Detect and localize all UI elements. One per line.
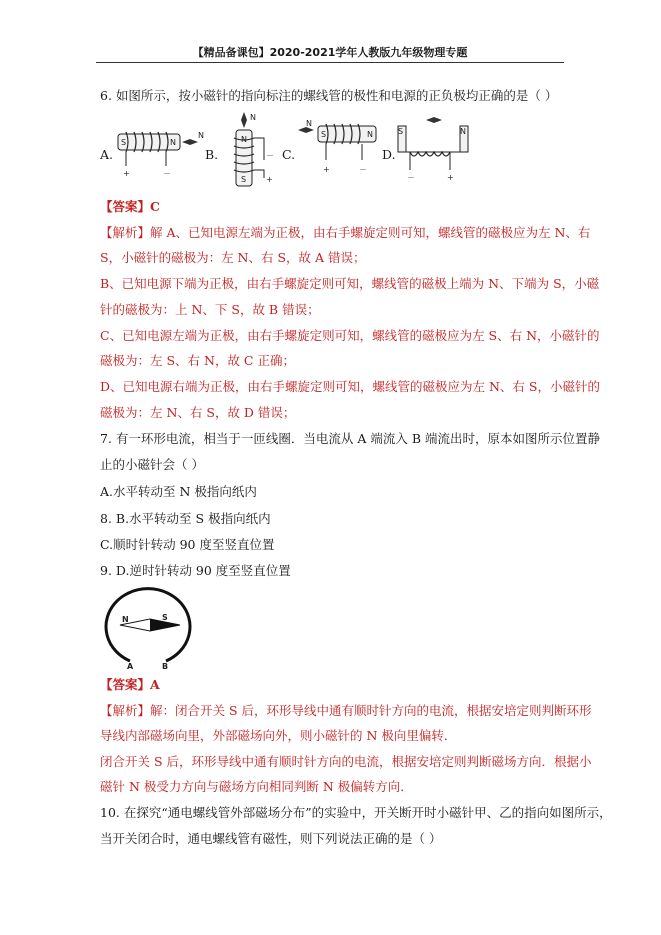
q7-needle-n: N [122,615,129,624]
q6b-plus: + [266,175,273,184]
q10-stem-line-2: 当开关闭合时，通电螺线管有磁性，则下列说法正确的是（ ） [100,831,442,846]
q6a-minus: － [163,169,171,178]
q7-figure-ring-current [100,583,200,669]
q7-answer: 【答案】A [100,677,160,692]
page-header: 【精品备课包】2020-2021学年人教版九年级物理专题 [192,46,468,59]
q6c-pole-left: S [321,130,327,139]
q6d-pole-right: N [460,127,466,136]
q6a-pole-right: N [170,138,176,147]
q7-end-b: B [162,662,169,671]
q6a-plus: + [123,169,130,178]
q7-option-d: 9. D.逆时针转动 90 度至竖直位置 [100,563,291,578]
q7-analysis-line-3: 闭合开关 S 后，环形导线中通有顺时针方向的电流，根据安培定则判断磁场方向．根据小 [100,754,592,769]
q6c-pole-right: N [367,130,373,139]
q6-analysis-line-7: D、已知电源右端为正极，由右手螺旋定则可知，螺线管的磁极应为左 N、右 S，小磁针的 [100,379,600,394]
q7-end-a: A [127,662,134,671]
q6-analysis-line-4: 针的磁极为：上 N、下 S，故 B 错误； [100,302,320,317]
q6c-needle-n: N [306,119,312,128]
q7-needle-s: S [162,613,168,622]
q6d-pole-left: S [398,127,404,136]
q7-stem-line-1: 7. 有一环形电流，相当于一匝线圈．当电流从 A 端流入 B 端流出时，原本如图所示位置静 [100,431,601,446]
q6-figure-d [396,112,476,184]
q6d-plus: + [447,173,454,182]
q6-analysis-line-6: 磁极为：左 S、右 N，故 C 正确； [100,353,295,368]
q7-analysis-line-2: 导线内部磁场向里，外部磁场向外，则小磁针的 N 极向里偏转． [100,728,457,743]
q6b-pole-bottom: S [241,175,247,184]
q6-figure-b [220,110,280,190]
q7-analysis-line-1: 【解析】解：闭合开关 S 后，环形导线中通有顺时针方向的电流，根据安培定则判断环形 [100,703,592,718]
q6-analysis-line-2: S，小磁针的磁极为：左 N、右 S，故 A 错误； [100,250,366,265]
q6b-needle-n: N [250,113,256,122]
q6-option-a-label: A. [100,147,114,162]
header-rule [96,62,564,63]
q6a-pole-left: S [121,138,127,147]
q6-option-d-label: D. [382,147,396,162]
q6-analysis-line-8: 磁极为：左 N、右 S，故 D 错误； [100,405,296,420]
q6-figure-a [112,120,208,180]
q6a-needle-n: N [198,131,204,140]
q6c-minus: － [359,165,367,174]
q6b-pole-top: N [241,135,247,144]
q6-stem: 6. 如图所示，按小磁针的指向标注的螺线管的极性和电源的正负极均正确的是（ ） [100,88,558,103]
q7-analysis-line-4: 磁针 N 极受力方向与磁场方向相同判断 N 极偏转方向． [100,779,413,794]
q6-analysis-line-5: C、已知电源左端为正极，由右手螺旋定则可知，螺线管的磁极应为左 S、右 N，小磁针的 [100,328,600,343]
q6-option-b-label: B. [205,147,219,162]
q6-answer: 【答案】C [100,199,160,214]
q7-option-a: A.水平转动至 N 极指向纸内 [100,484,257,499]
q10-stem-line-1: 10. 在探究“通电螺线管外部磁场分布”的实验中，开关断开时小磁针甲、乙的指向如图所示， [100,805,612,820]
q6c-plus: + [323,165,330,174]
q6-option-c-label: C. [282,147,296,162]
q6d-minus: － [407,173,415,182]
q6b-minus: － [266,151,274,160]
q6-analysis-line-1: 【解析】解 A、已知电源左端为正极，由右手螺旋定则可知，螺线管的磁极应为左 N、右 [100,225,591,240]
q6-analysis-line-3: B、已知电源下端为正极，由右手螺旋定则可知，螺线管的磁极上端为 N、下端为 S，小磁 [100,276,600,291]
q7-option-b: 8. B.水平转动至 S 极指向纸内 [100,511,271,526]
q7-stem-line-2: 止的小磁针会（ ） [100,457,204,472]
q6-figure-c [296,118,386,178]
q7-option-c: C.顺时针转动 90 度至竖直位置 [100,537,275,552]
